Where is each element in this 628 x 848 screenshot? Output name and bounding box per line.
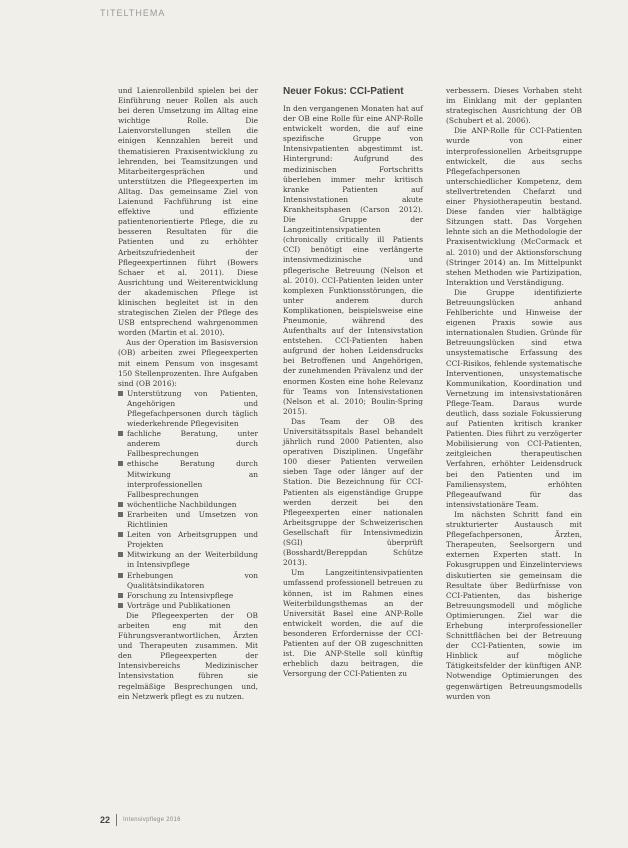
column-right [446, 86, 582, 702]
list-item: wöchentliche Nachbildungen [118, 500, 258, 510]
paragraph: Das Team der OB des Universitätsspitals Basel behandelt jährlich rund 2000 Patienten, also operativen Disziplinen. Ungefähr 100 dieser Patienten verweilen sieben Tage oder länger auf der Station. Die Bezeichnung für CCI-Patienten als eigenständige Gruppe werden derzeit bei den Pflegeexperten einer nationalen Arbeitsgruppe der Schweizerischen Gesellschaft für Intensivmedizin (SGI) überprüft (Bosshardt/Bereppdan Schütze 2013). [283, 416, 423, 568]
column-middle [283, 86, 423, 679]
list-item: Unterstützung von Patienten, Angehörigen und Pflegefachpersonen durch täglich wiederkehrende Pflegevisiten [118, 389, 258, 429]
footer-source: Intensivpflege 2016 [123, 817, 181, 823]
paragraph: Die Gruppe identifizierte Betreuungslücken anhand Fehlberichte und Hinweise der eigenen Praxis sowie aus internationalen Studien. Gründe für Betreuungslücken sind etwa unsystematische Erfassung des CCI-Risikos, fehlende systematische Interventionen, unsystematische Kommunikation, Koordination und Vernetzung im intensivstationären Pflege-Team. Daraus wurde deutlich, dass soziale Fokussierung auf Patienten kritisch kranker Patienten. Dies führt zu verzögerter Mobilisierung von CCI-Patienten, zeitgleichen therapeutischen Verfahren, erhöhter Leidensdruck bei den Patienten und im Familiensystem, erhöhten Pflegeaufwand für das intensivstationäre Team. [446, 287, 582, 509]
list-item: Erhebungen von Qualitätsindikatoren [118, 571, 258, 591]
paragraph: Die Pflegeexperten der OB arbeiten eng mit den Führungsverantwortlichen, Ärzten und Therapeuten zusammen. Mit den Pflegeexperten der Intensivbereichs Medizinischer Intensivstation führen sie regelmäßige Besprechungen und, ein Netzwerk pflegt es zu nutzen. [118, 610, 258, 701]
column-left [118, 86, 258, 702]
section-heading: Neuer Fokus: CCI-Patient [283, 86, 404, 97]
page-footer [100, 814, 181, 826]
list-item: Forschung zu Intensivpflege [118, 591, 258, 601]
list-item: Erarbeiten und Umsetzen von Richtlinien [118, 510, 258, 530]
paragraph: Um Langzeitintensivpatienten umfassend professionell betreuen zu können, ist im Rahmen eines Weiterbildungsthemas an der Universität Basel eine ANP-Rolle entwickelt worden, die auf die besonderen Erfordernisse der CCI-Patienten auf der OB zugeschnitten ist. Die ANP-Stelle soll künftig erheblich dazu beitragen, die Versorgung der CCI-Patienten zu [283, 568, 423, 679]
running-head: TITELTHEMA [100, 8, 166, 18]
page-number: 22 [100, 815, 111, 825]
footer-divider [116, 814, 117, 826]
list-item: Vorträge und Publikationen [118, 601, 258, 611]
list-item: fachliche Beratung, unter anderem durch Fallbesprechungen [118, 429, 258, 459]
paragraph: In den vergangenen Monaten hat auf der OB eine Rolle für eine ANP-Rolle entwickelt worden, die auf eine spezifische Gruppe von Intensivpatienten abgestimmt ist. Hintergrund: Aufgrund des medizinischen Fortschritts überleben immer mehr kritisch kranke Patienten auf Intensivstationen akute Krankheitsphasen (Carson 2012). Die Gruppe der Langzeitintensivpatienten (chronically critically ill Patients CCI) benötigt eine verlängerte intensivmedizinische und pflegerische Betreuung (Nelson et al. 2010). CCI-Patienten leiden unter komplexen Funktionsstörungen, die unter anderem durch Komplikationen, beispielsweise eine Pneumonie, während des Aufenthalts auf der Intensivstation entstehen. CCI-Patienten haben aufgrund der hohen Leidensdrucks bei Betroffenen und Angehörigen, der zunehmenden Prävalenz und der enormen Kosten eine hohe Relevanz für Teams von Intensivstationen (Nelson et al. 2010; Boulin-Spring 2015). [283, 104, 423, 416]
list-item: Leiten von Arbeitsgruppen und Projekten [118, 530, 258, 550]
paragraph: Im nächsten Schritt fand ein strukturierter Austausch mit Pflegefachpersonen, Ärzten, Therapeuten, Seelsorgern und externen Experten statt. In Fokusgruppen und Einzelinterviews diskutierten sie gemeinsam die Resultate über Bedürfnisse von CCI-Patienten, das bisherige Betreuungsmodell und mögliche Optimierungen. Ziel war die Erhebung interprofessioneller Schnittflächen bei der Betreuung der CCI-Patienten, sowie im Hinblick auf mögliche Tätigkeitsfelder der künftigen ANP. Notwendige Optimierungen des gegenwärtigen Betreuungsmodells wurden von [446, 509, 582, 701]
paragraph: Aus der Operation im Basisversion (OB) arbeiten zwei Pflegeexperten mit einem Pensum von insgesamt 150 Stellenprozenten. Ihre Aufgaben sind (OB 2016): [118, 338, 258, 388]
paragraph: und Laienrollenbild spielen bei der Einführung neuer Rollen als auch bei deren Umsetzung im Alltag eine wichtige Rolle. Die Laienvorstellungen stellen die einigen Kennzahlen bereit und thematisieren Praxisentwicklung zu lehrenden, bei Teamsitzungen und Mitarbeitergesprächen und unterstützen die Pflegeexperten im Alltag. Das gemeinsame Ziel von Laienund Fachführung ist eine effektive und effiziente patientenorientierte Pflege, die zu besseren Resultaten für die Patienten und zu erhöhter Arbeitszufriedenheit der Pflegeexpertinnen führt (Bowers Schaer et al. 2011). Diese Ausrichtung und Weiterentwicklung der akademischen Pflege ist klinischen begleitet ist in den strategischen Zielen der Pflege des USB entsprechend wahrgenommen worden (Martin et al. 2010). [118, 86, 258, 338]
paragraph: Die ANP-Rolle für CCI-Patienten wurde von einer interprofessionellen Arbeitsgruppe entwickelt, die aus sechs Pflegefachpersonen unterschiedlicher Kompetenz, dem stellvertretenden Chefarzt und einer Physiotherapeutin bestand. Diese fanden vier halbtägige Sitzungen statt. Das Vorgehen lehnte sich an die Methodologie der Praxisentwicklung (McCormack et al. 2010) und der Aktionsforschung (Stringer 2014) an. Im Mittelpunkt stehen Methoden wie Partizipation, Interaktion und Verständigung. [446, 126, 582, 287]
list-item: ethische Beratung durch Mitwirkung an interprofessionellen Fallbesprechungen [118, 459, 258, 499]
task-list [118, 389, 258, 611]
paragraph: verbessern. Dieses Vorhaben steht im Einklang mit der geplanten strategischen Ausrichtung der OB (Schubert et al. 2006). [446, 86, 582, 126]
list-item: Mitwirkung an der Weiterbildung in Intensivpflege [118, 550, 258, 570]
